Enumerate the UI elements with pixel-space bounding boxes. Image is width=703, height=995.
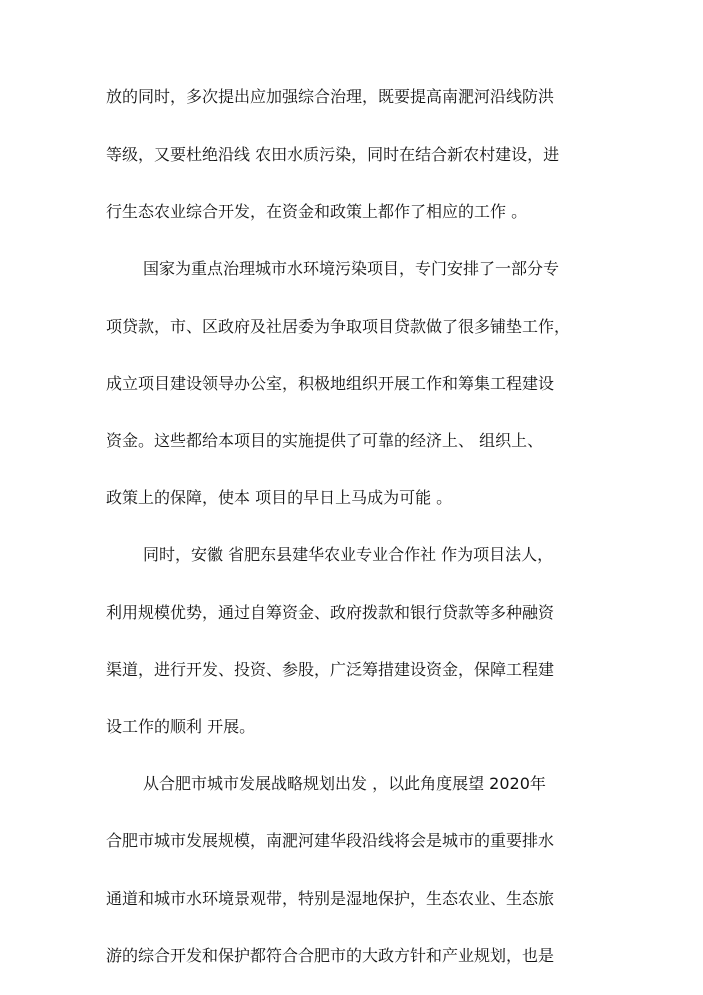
text-line-8: 政策上的保障，使本 项目的早日上马成为可能 。	[106, 488, 453, 507]
text-line-4: 国家为重点治理城市水环境污染项目，专门安排了一部分专	[143, 259, 560, 278]
text-line-3: 行生态农业综合开发，在资金和政策上都作了相应的工作 。	[106, 202, 528, 221]
text-line-2: 等级，又要杜绝沿线 农田水质污染，同时在结合新农村建设，进	[106, 145, 560, 164]
text-line-13: 从合肥市城市发展战略规划出发 ，以此角度展望 2020年	[143, 774, 546, 793]
text-line-16: 游的综合开发和保护都符合合肥市的大政方针和产业规划，也是	[106, 946, 555, 965]
text-line-14: 合肥市城市发展规模，南淝河建华段沿线将会是城市的重要排水	[106, 831, 555, 850]
text-line-10: 利用规模优势，通过自筹资金、政府拨款和银行贷款等多种融资	[106, 603, 555, 622]
text-line-11: 渠道，进行开发、投资、参股，广泛筹措建设资金，保障工程建	[106, 660, 555, 679]
text-line-5: 项贷款，市、区政府及社居委为争取项目贷款做了很多铺垫工作，	[106, 317, 571, 336]
text-line-12: 设工作的顺利 开展。	[106, 717, 256, 736]
text-line-6: 成立项目建设领导办公室，积极地组织开展工作和筹集工程建设	[106, 374, 555, 393]
text-line-9: 同时，安徽 省肥东县建华农业专业合作社 作为项目法人，	[143, 545, 554, 564]
text-line-7: 资金。这些都给本项目的实施提供了可靠的经济上、 组织上、	[106, 431, 544, 450]
text-line-1: 放的同时，多次提出应加强综合治理，既要提高南淝河沿线防洪	[106, 87, 555, 106]
text-line-15: 通道和城市水环境景观带，特别是湿地保护，生态农业、生态旅	[106, 889, 555, 908]
